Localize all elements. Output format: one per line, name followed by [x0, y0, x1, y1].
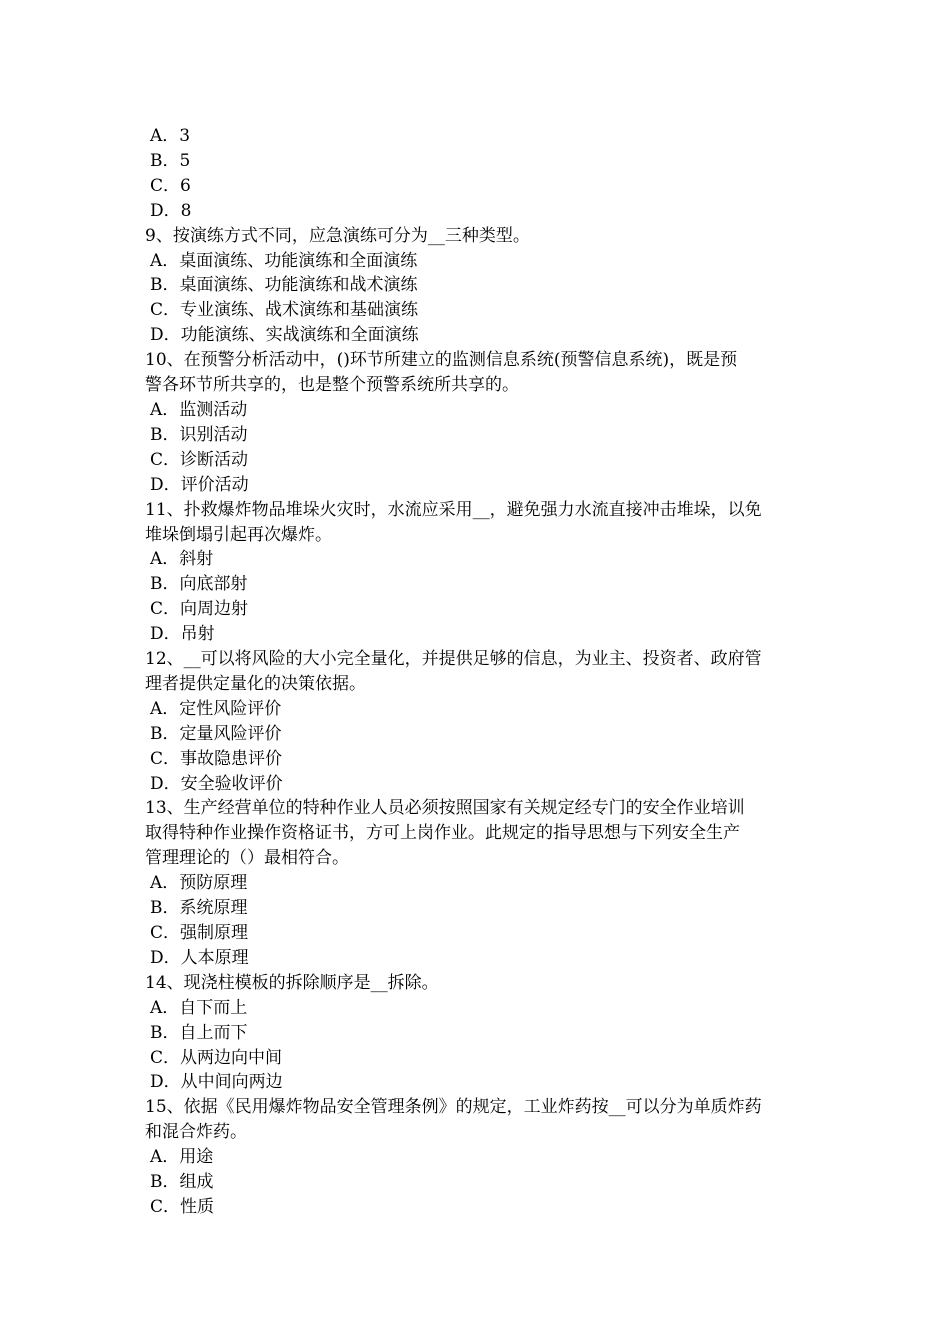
answer-option: D．8	[150, 200, 192, 221]
answer-option: B．定量风险评价	[150, 723, 282, 744]
answer-option: C．向周边射	[150, 599, 249, 620]
answer-option: B．向底部射	[150, 574, 248, 595]
question-text: 堆垛倒塌引起再次爆炸。	[145, 524, 332, 545]
answer-option: D．人本原理	[150, 947, 249, 968]
question-text: 10、在预警分析活动中，()环节所建立的监测信息系统(预警信息系统)，既是预	[145, 350, 738, 371]
answer-option: A．监测活动	[150, 399, 248, 420]
document-page	[145, 124, 810, 1220]
answer-option: C．事故隐患评价	[150, 748, 283, 769]
question-text: 理者提供定量化的决策依据。	[145, 673, 366, 694]
question-text: 9、按演练方式不同，应急演练可分为__三种类型。	[145, 225, 530, 246]
answer-option: C．专业演练、战术演练和基础演练	[150, 300, 419, 321]
answer-option: C．强制原理	[150, 923, 249, 943]
answer-option: B．桌面演练、功能演练和战术演练	[150, 275, 418, 296]
question-text: 15、依据《民用爆炸物品安全管理条例》的规定，工业炸药按__可以分为单质炸药	[145, 1097, 762, 1118]
question-text: 取得特种作业操作资格证书，方可上岗作业。此规定的指导思想与下列安全生产	[145, 823, 740, 844]
answer-option: D．评价活动	[150, 474, 249, 495]
answer-option: D．功能演练、实战演练和全面演练	[150, 325, 419, 346]
question-text: 警各环节所共享的，也是整个预警系统所共享的。	[145, 375, 519, 396]
answer-option: D．吊射	[150, 624, 215, 645]
answer-option: B．5	[150, 150, 191, 171]
answer-option: A．自下而上	[150, 997, 248, 1018]
answer-option: C．性质	[150, 1196, 215, 1217]
answer-option: A．定性风险评价	[150, 698, 282, 719]
answer-option: A．斜射	[150, 549, 214, 570]
answer-option: A．桌面演练、功能演练和全面演练	[150, 250, 418, 271]
answer-option: B．识别活动	[150, 424, 248, 445]
answer-option: C．诊断活动	[150, 449, 249, 470]
answer-option: B．系统原理	[150, 898, 248, 919]
answer-option: A．预防原理	[150, 873, 248, 894]
question-text: 14、现浇柱模板的拆除顺序是__拆除。	[145, 972, 439, 993]
answer-option: C．从两边向中间	[150, 1047, 283, 1068]
question-text: 12、__可以将风险的大小完全量化，并提供足够的信息，为业主、投资者、政府管	[145, 649, 762, 670]
answer-option: B．组成	[150, 1172, 214, 1193]
answer-option: A．用途	[150, 1147, 214, 1168]
question-text: 管理理论的（）最相符合。	[145, 848, 349, 869]
question-text: 11、扑救爆炸物品堆垛火灾时，水流应采用__，避免强力水流直接冲击堆垛，以免	[145, 499, 762, 520]
question-text: 13、生产经营单位的特种作业人员必须按照国家有关规定经专门的安全作业培训	[145, 798, 745, 819]
answer-option: A．3	[150, 126, 191, 146]
question-text: 和混合炸药。	[145, 1122, 247, 1143]
answer-option: C．6	[150, 175, 191, 196]
answer-option: D．安全验收评价	[150, 773, 283, 794]
answer-option: D．从中间向两边	[150, 1072, 283, 1093]
answer-option: B．自上而下	[150, 1022, 248, 1043]
